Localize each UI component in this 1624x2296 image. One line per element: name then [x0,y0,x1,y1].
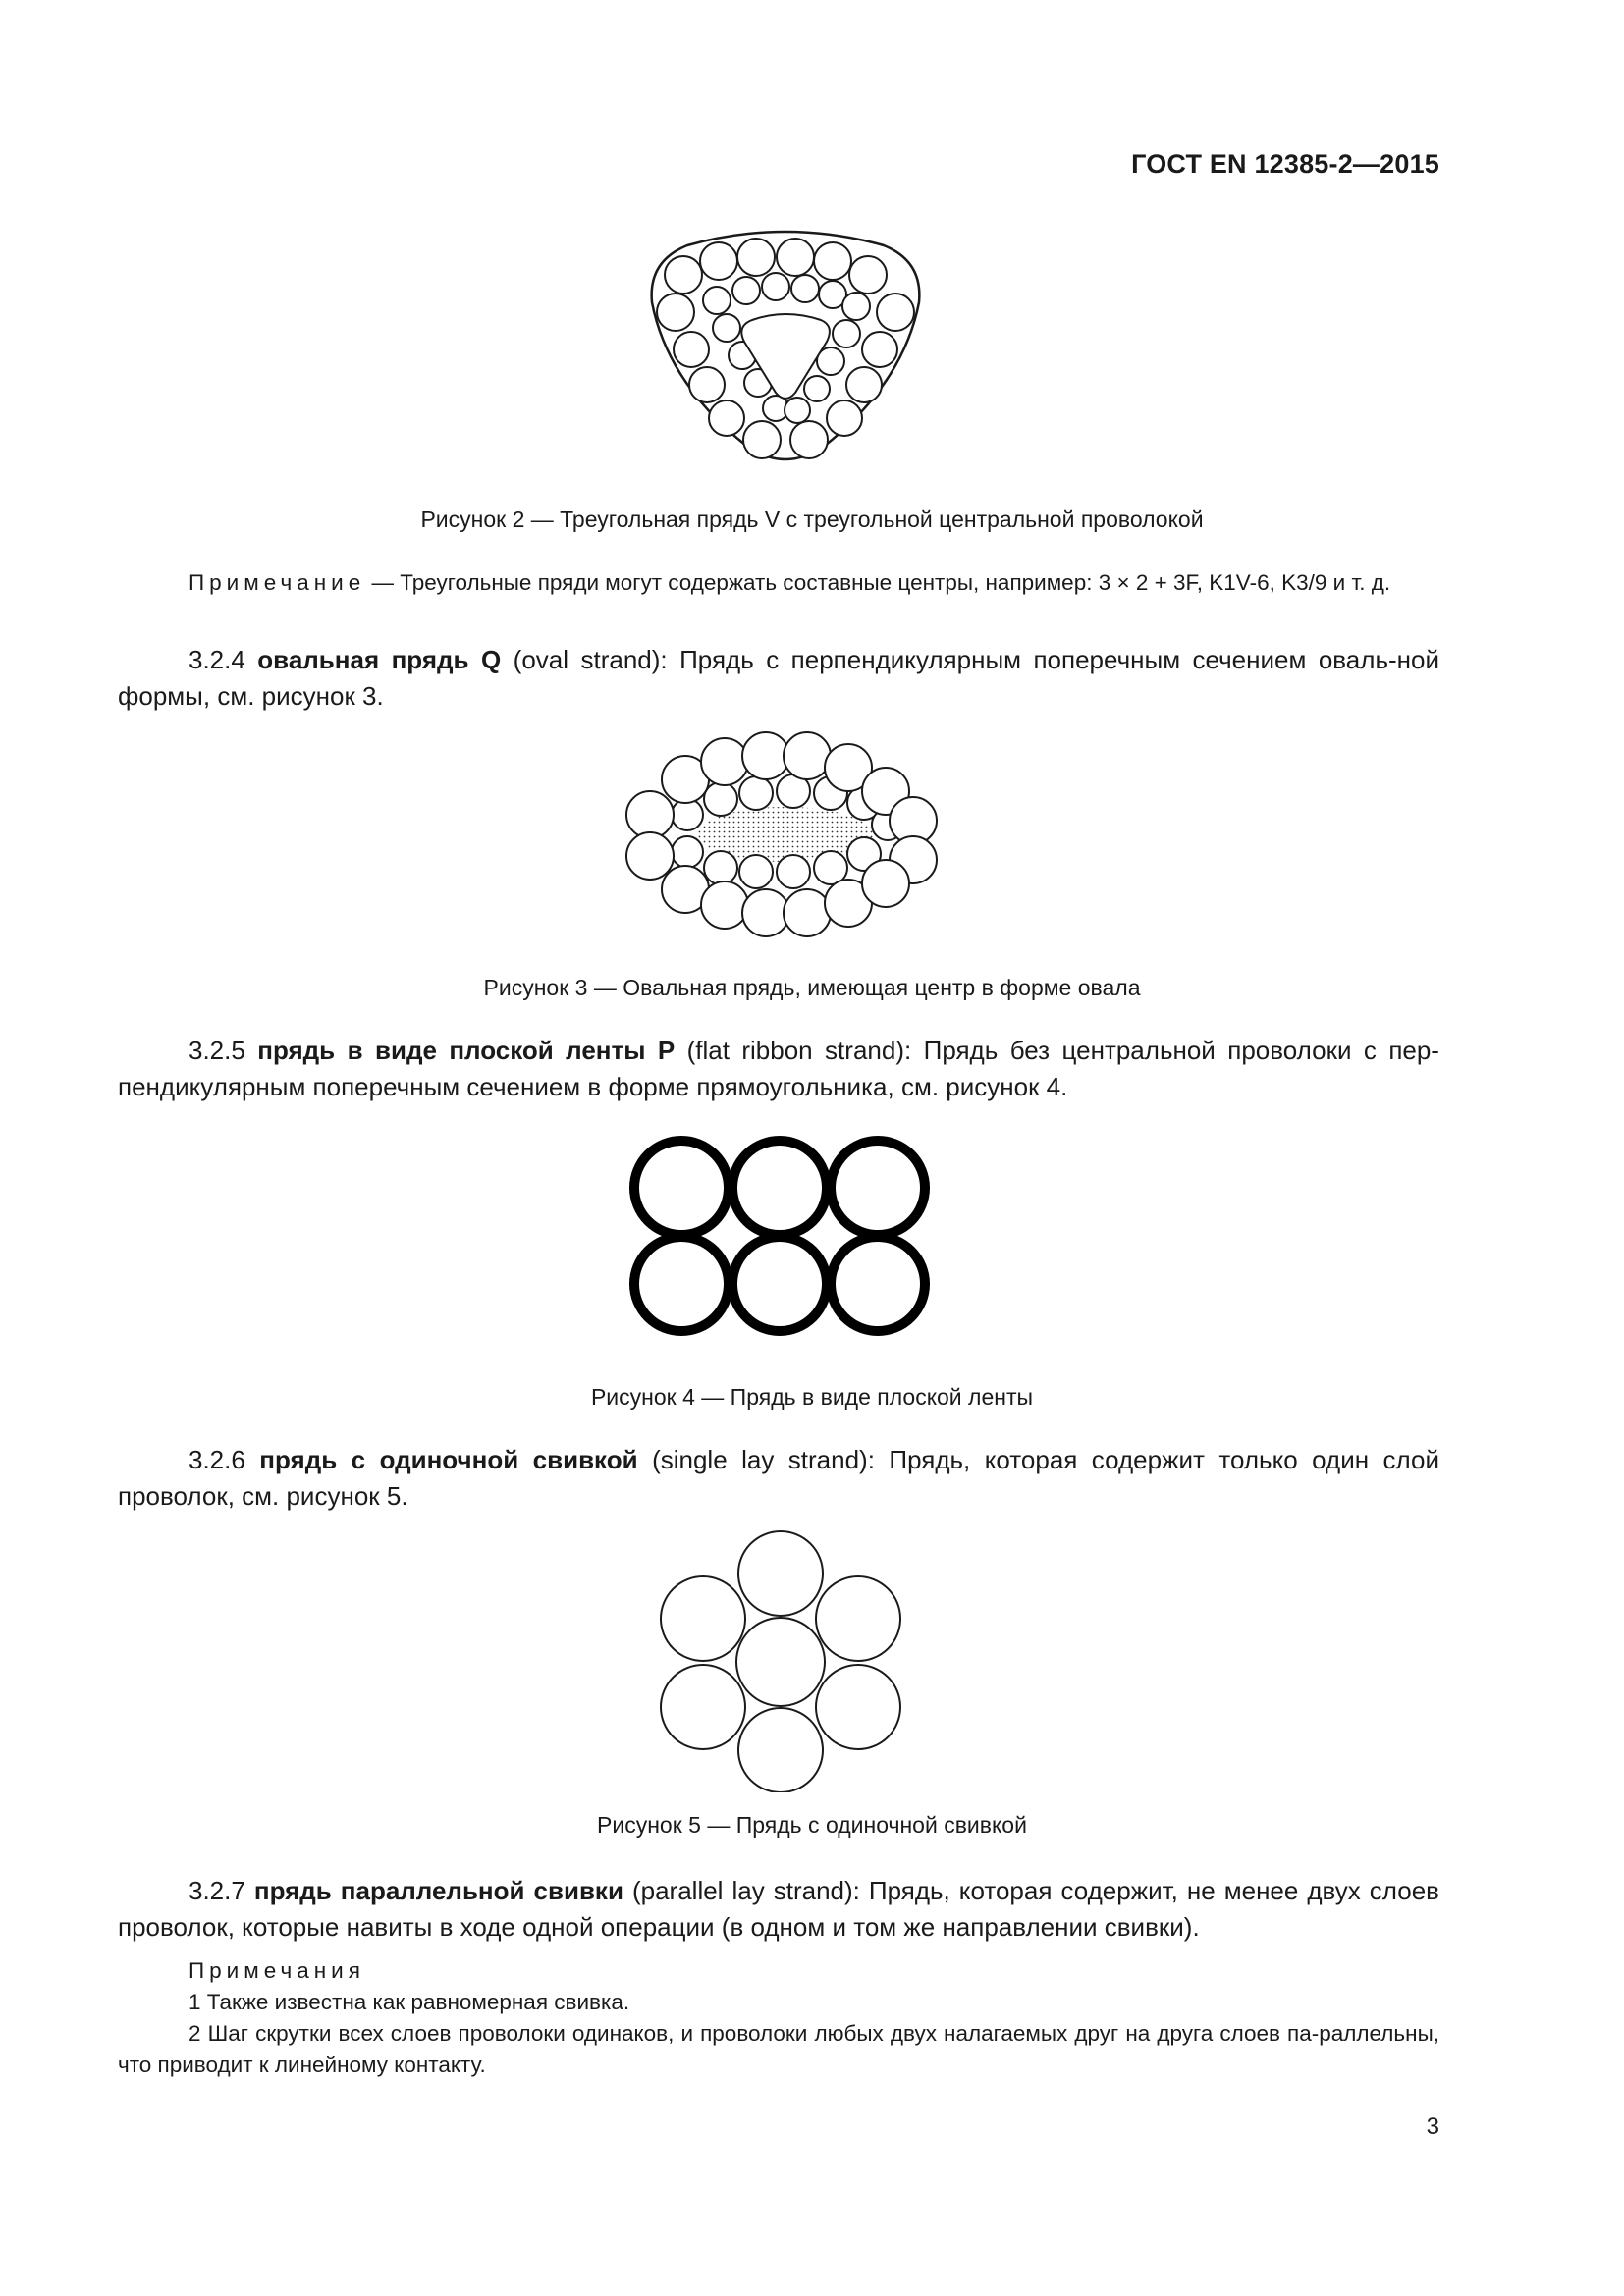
outer-wire [816,1576,900,1661]
wire [831,1141,925,1235]
section-3-2-6 [118,1442,1439,1515]
term-english: (oval strand) [513,645,661,674]
note-text: Треугольные пряди могут содержать составные центры, например: 3 × 2 + 3F, K1V-6, K3/9 и т. д. [400,570,1391,595]
wire [634,1237,729,1331]
figure-3-caption: Рисунок 3 — Овальная прядь, имеющая центр в форме овала [483,975,1141,1000]
wire [831,1237,925,1331]
term: прядь параллельной свивки [253,1876,623,1905]
note-item-1: 1 Также известна как равномерная свивка. [189,1990,630,2014]
outer-wire [738,1531,823,1616]
wire [732,1141,827,1235]
section-number: 3.2.5 [189,1036,245,1065]
outer-wire [661,1576,745,1661]
definition: : Прядь, которая содержит только один слой проволок, см. рисунок 5. [118,1445,1439,1511]
note-dash: — [365,570,401,595]
term-english: (parallel lay strand) [631,1876,853,1905]
section-3-2-5 [118,1033,1439,1105]
term-english: (single lay strand) [652,1445,868,1474]
note-triangular-centers [118,567,1439,599]
figure-2-triangular-strand [628,226,943,481]
note-item-2: 2 Шаг скрутки всех слоев проволоки одинаков, и проволоки любых двух налагаемых друг на друга слоев па-раллельны, что приводит к линейному контакту. [118,2021,1439,2077]
wire [634,1141,729,1235]
document-header: ГОСТ EN 12385-2—2015 [1131,149,1439,179]
section-number: 3.2.4 [189,645,245,674]
outer-wire [738,1708,823,1792]
figure-4-caption: Рисунок 4 — Прядь в виде плоской ленты [590,1384,1034,1410]
term: прядь с одиночной свивкой [259,1445,638,1474]
figure-5-single-lay-strand [658,1527,903,1792]
outer-wire [816,1665,900,1749]
center-wire [736,1618,825,1706]
definition: : Прядь без центральной проволоки с пер-пендикулярным поперечным сечением в форме прямоугольника, см. рисунок 4. [118,1036,1439,1101]
figure-4-flat-ribbon-strand [624,1129,939,1345]
figure-3-oval-strand [619,726,952,942]
page-number: 3 [1426,2113,1439,2140]
term-english: (flat ribbon strand) [686,1036,904,1065]
term: овальная прядь Q [257,645,502,674]
section-3-2-4 [118,642,1439,715]
notes-parallel-lay [118,1955,1439,2081]
note-label: Примечание [189,570,366,595]
wire [732,1237,827,1331]
definition: : Прядь с перпендикулярным поперечным сечением оваль-ной формы, см. рисунок 3. [118,645,1439,711]
figure-2-caption: Рисунок 2 — Треугольная прядь V с треугольной центральной проволокой [420,507,1204,532]
term: прядь в виде плоской ленты P [257,1036,676,1065]
notes-label: Примечания [189,1958,365,1983]
section-3-2-7 [118,1873,1439,1946]
outer-wire [661,1665,745,1749]
section-number: 3.2.6 [189,1445,245,1474]
figure-5-caption: Рисунок 5 — Прядь с одиночной свивкой [597,1812,1027,1838]
definition: : Прядь, которая содержит, не менее двух слоев проволок, которые навиты в ходе одной операции (в одном и том же направлении свивки). [118,1876,1439,1942]
section-number: 3.2.7 [189,1876,245,1905]
